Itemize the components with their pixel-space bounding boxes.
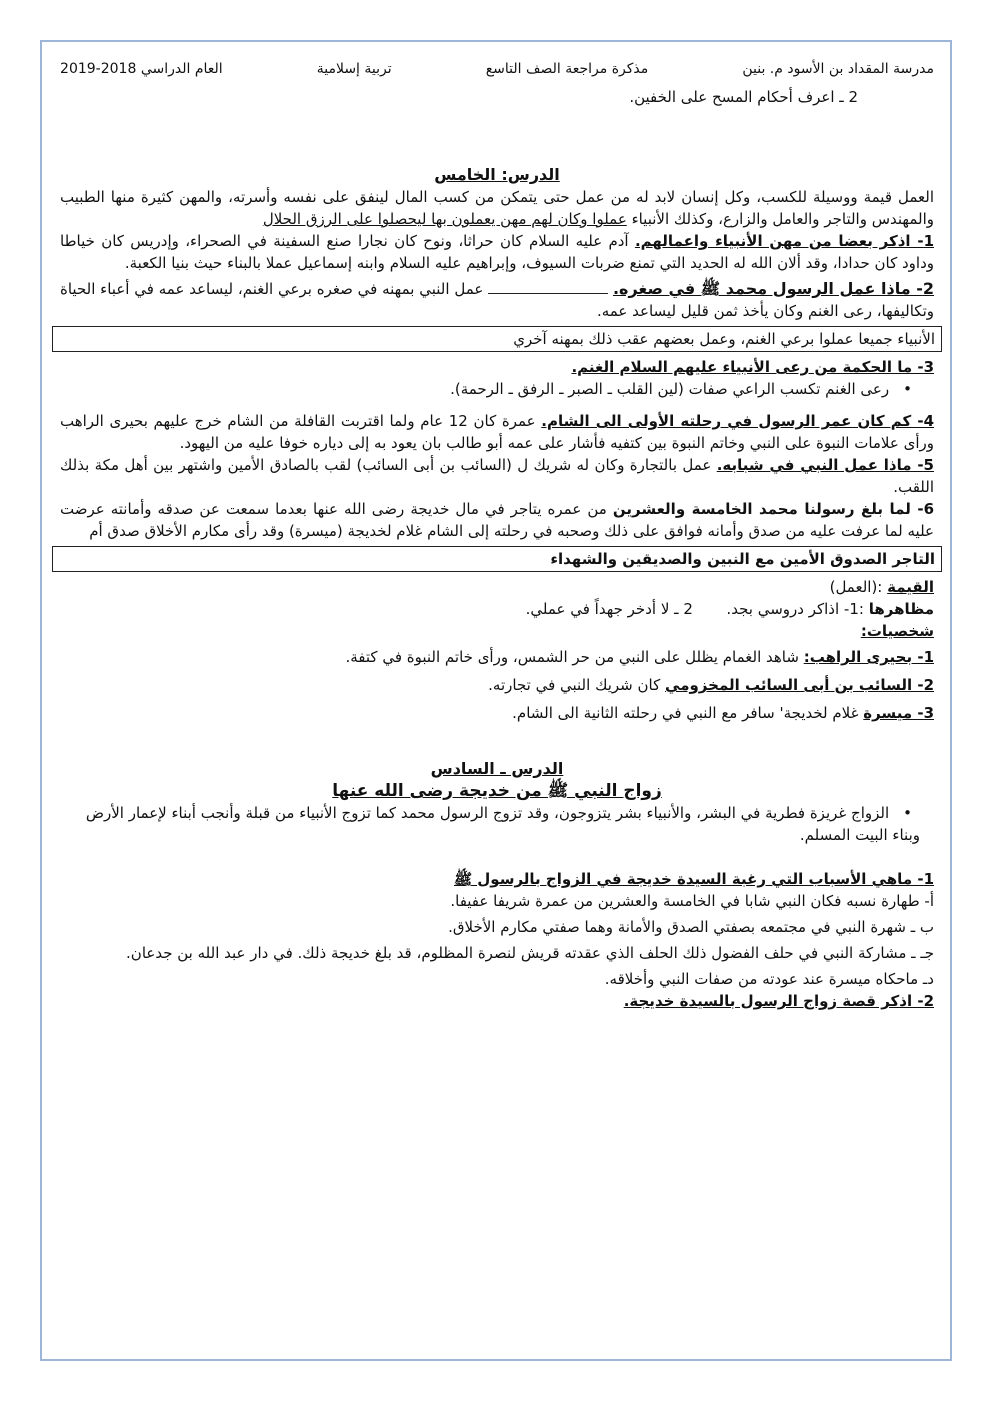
summary-box-2: التاجر الصدوق الأمين مع النبين والصديقين والشهداء [52,546,942,572]
lesson5-title: الدرس: الخامس [434,165,560,184]
person-3 [60,702,934,724]
people-title: شخصيات: [860,622,934,640]
top-question: 2 ـ اعرف أحكام المسح على الخفين. [629,88,858,106]
q4-block [60,410,934,454]
person-2-text: كان شريك النبي في تجارته. [488,676,661,694]
lesson6-title: الدرس ـ السادس [430,759,564,778]
q4-answer: عمرة كان 12 عام ولما اقتربت القافلة من الشام خرج عليهم بحيرى الراهب ورأى علامات النبوة على النبي وخاتم النبوة بين كتفيه فأشار على عمه أبو طالب بان يعود به إلى دياره خوفا عليه من اليهود. [60,412,934,452]
manifest-1: :1- اذاكر دروسي بجد. [726,600,864,618]
document-page [60,58,934,1012]
manifest-2: 2 ـ لا أدخر جهداً في عملي. [525,600,693,618]
q2-answer: عمل النبي بمهنه في صغره برعي الغنم، ليساعد عمه في أعباء الحياة وتكاليفها، رعى الغنم وكان يأخذ ثمن قليل ليساعد عمه. [60,280,934,320]
school-year: العام الدراسي 2018-2019 [60,61,223,77]
value-label: القيمة [887,578,934,596]
memo-title: مذكرة مراجعة الصف التاسع [485,61,649,77]
q1-answer: آدم عليه السلام كان حراثا، ونوح كان نجارا صنع السفينة في الصحراء، وإدريس كان خياطا وداود كان حدادا، وقد ألان الله له الحديد التي تمنع ضربات السيوف، وإبراهيم عليه السلام وابنه إسماعيل عملا بالبناء حيث بنيا الكعبة. [60,232,934,272]
q5-block [60,454,934,498]
person-1-text: شاهد الغمام يظلل على النبي من حر الشمس، ورأى خاتم النبوة في كتفة. [345,648,799,666]
page-header [60,58,934,80]
q1-question: 1- اذكر بعضا من مهن الأنبياء واعمالهم. [634,232,934,250]
lesson6-q1: 1- ماهي الأسباب التي رغبة السيدة خديجة في الزواج بالرسول ﷺ [453,870,934,888]
manifest-line [60,598,934,620]
person-1-name: 1- بحيرى الراهب: [803,648,934,666]
q3-question: 3- ما الحكمة من رعى الأنبياء عليهم السلام الغنم. [571,358,934,376]
lesson6-q2: 2- اذكر قصة زواج الرسول بالسيدة خديجة. [623,992,934,1010]
value-line [60,576,934,598]
person-3-text: غلام لخديجة' سافر مع النبي في رحلته الثانية الى الشام. [512,704,859,722]
q6-block [60,498,934,542]
lesson5-intro [60,186,934,230]
reason-d: دـ ماحكاه ميسرة عند عودته من صفات النبي وأخلاقه. [604,970,934,988]
reason-a: أ- طهارة نسبه فكان النبي شابا في الخامسة والعشرين من عمرة شريفا عفيفا. [450,892,934,910]
reason-c: جـ ـ مشاركة النبي في حلف الفضول ذلك الحلف الذي عقدته قريش لنصرة المظلوم، قد بلغ خديجة ذلك. في دار عبد الله بن جدعان. [126,944,934,962]
q5-question: 5- ماذا عمل النبي في شبابه. [716,456,934,474]
lesson6-subtitle: زواج النبي ﷺ من خديجة رضى الله عنها [332,781,662,801]
q3-answer: • رعى الغنم تكسب الراعي صفات (لين القلب ـ الصبر ـ الرفق ـ الرحمة). [60,378,934,400]
manifest-label: مظاهرها [868,600,934,618]
school-name: مدرسة المقداد بن الأسود م. بنين [742,61,934,77]
q2-question: 2- ماذا عمل الرسول محمد ﷺ في صغره. [612,279,934,298]
person-2 [60,674,934,696]
summary-box-1: الأنبياء جميعا عملوا برعي الغنم، وعمل بعضهم عقب ذلك بمهنه آخري [52,326,942,352]
intro-text: العمل قيمة ووسيلة للكسب، وكل إنسان لابد له من عمل حتى يتمكن من كسب المال لينفق على نفسه وأسرته، والمهن كثيرة منها الطبيب والمهندس والتاجر والعامل والزارع، وكذلك الأنبياء [60,188,934,228]
q5-answer: عمل بالتجارة وكان له شريك ل (السائب بن أبى السائب) لقب بالصادق الأمين واشتهر بين أهل مكة بذلك اللقب. [60,456,934,496]
q4-question: 4- كم كان عمر الرسول في رحلته الأولى الى الشام. [541,412,934,430]
intro-underlined: عملوا وكان لهم مهن يعملون بها ليحصلوا على الرزق الحلال [262,210,627,228]
q6-question: 6- لما بلغ رسولنا محمد الخامسة والعشرين [612,500,934,518]
q2-block [60,278,934,322]
reason-b: ب ـ شهرة النبي في مجتمعه بصفتي الصدق والأمانة وهما صفتي مكارم الأخلاق. [448,918,934,936]
person-2-name: 2- السائب بن أبى السائب المخزومي [665,676,934,694]
value-text: :(العمل) [829,578,883,596]
person-3-name: 3- ميسرة [863,704,934,722]
person-1 [60,646,934,668]
subject-name: تربية إسلامية [316,61,392,77]
q6-answer: من عمره يتاجر في مال خديجة رضى الله عنها بعدما سمعت عن صدقه وأمانته عرضت عليه لما عرفت عليه من صدق وأمانه فوافق على ذلك وصحبه في رحلته إلى الشام غلام لخديجة (ميسرة) وقد رأى مكارم الأخلاق صدق أم [60,500,934,540]
q1-block [60,230,934,274]
lesson6-bullet: • الزواج غريزة فطرية في البشر، والأنبياء بشر يتزوجون، وقد تزوج الرسول محمد كما تزوج الأنبياء من قبلة وأنجب أبناء لإعمار الأرض وبناء البيت المسلم. [60,802,934,846]
